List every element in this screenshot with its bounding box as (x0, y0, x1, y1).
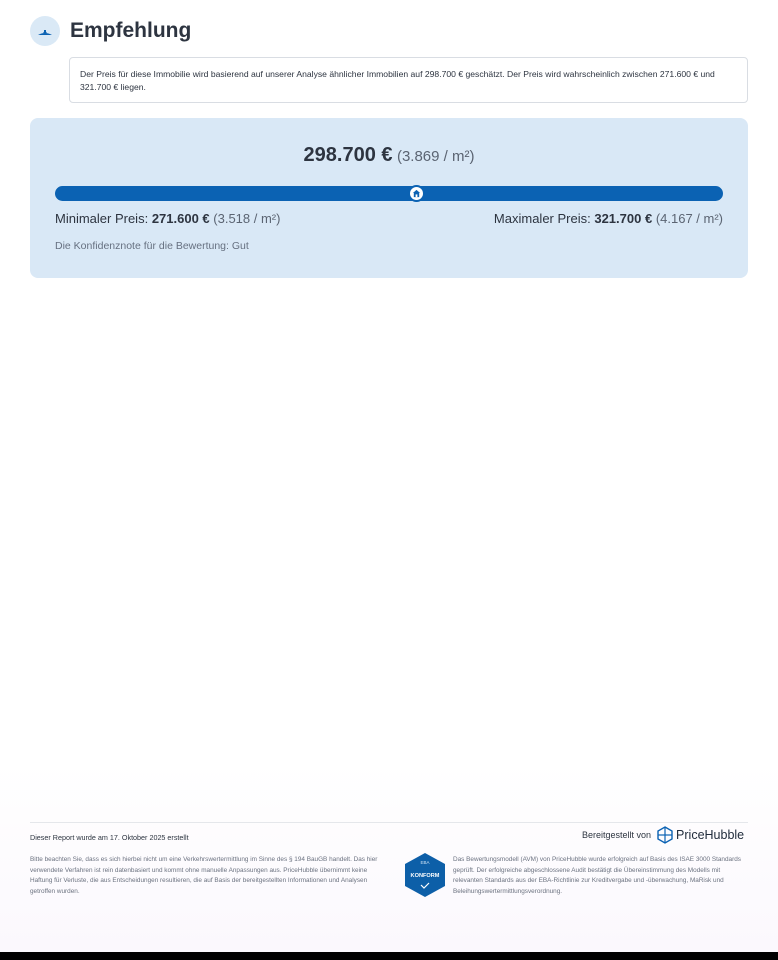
bottom-edge (0, 952, 778, 960)
footer-divider (30, 822, 748, 823)
eba-konform-badge-icon (404, 852, 446, 898)
min-price-label: Minimaler Preis: (55, 211, 149, 226)
price-headline (30, 144, 748, 167)
min-price-per-sqm: (3.518 / m²) (213, 211, 281, 226)
pricehubble-wordmark: PriceHubble (676, 828, 745, 842)
max-price-row (494, 211, 723, 226)
price-range-bar (55, 186, 723, 201)
provided-by (582, 826, 744, 844)
pricehubble-logo (657, 826, 744, 844)
estimate-summary-text: Der Preis für diese Immobilie wird basierend auf unserer Analyse ähnlicher Immobilien auf 298.700 € geschätzt. Der Preis wird wahrscheinlich zwischen 271.600 € und 321.700 € liegen. (69, 57, 748, 103)
max-price-per-sqm: (4.167 / m²) (655, 211, 723, 226)
pricehubble-logo-icon (657, 826, 673, 844)
min-price: 271.600 € (151, 211, 210, 226)
section-header (30, 16, 191, 46)
section-title: Empfehlung (70, 19, 192, 42)
price-estimate-card (30, 118, 748, 278)
estimated-price: 298.700 € (303, 144, 393, 166)
max-price-label: Maximaler Preis: (493, 211, 591, 226)
avm-audit-text: Das Bewertungsmodell (AVM) von PriceHubble wurde erfolgreich auf Basis des ISAE 3000 Standards geprüft. Der erfolgreiche abgeschlossene Audit bestätigt die Übereinstimmung des Modells mit relevanten Standards aus der EBA-Richtlinie zur Kreditvergabe und -überwachung, MaRisk und Beleihungswertermittlungsverordnung. (453, 856, 741, 895)
legal-disclaimer: Bitte beachten Sie, dass es sich hierbei nicht um eine Verkehrswertermittlung im Sinne des § 194 BauGB handelt. Das hier verwendete Verfahren ist rein datenbasiert und kommt ohne manuelle Anpassungen aus. PriceHubble übernimmt keine Haftung für Verluste, die aus Entscheidungen resultieren, die auf Basis der bereitgestellten Informationen und Analysen getroffen wurden. (30, 856, 378, 895)
estimated-price-per-sqm: (3.869 / m²) (396, 148, 475, 165)
house-on-hill-icon (30, 16, 60, 46)
confidence-rating: Die Konfidenznote für die Bewertung: Gut (55, 240, 249, 252)
max-price: 321.700 € (594, 211, 653, 226)
provided-by-label: Bereitgestellt von (582, 830, 652, 840)
report-date: Dieser Report wurde am 17. Oktober 2025 erstellt (30, 833, 189, 842)
badge-label-text: KONFORM (410, 873, 440, 879)
min-price-row (55, 211, 280, 226)
badge-top-text: EBA (420, 860, 430, 865)
estimate-marker-icon (408, 185, 425, 202)
